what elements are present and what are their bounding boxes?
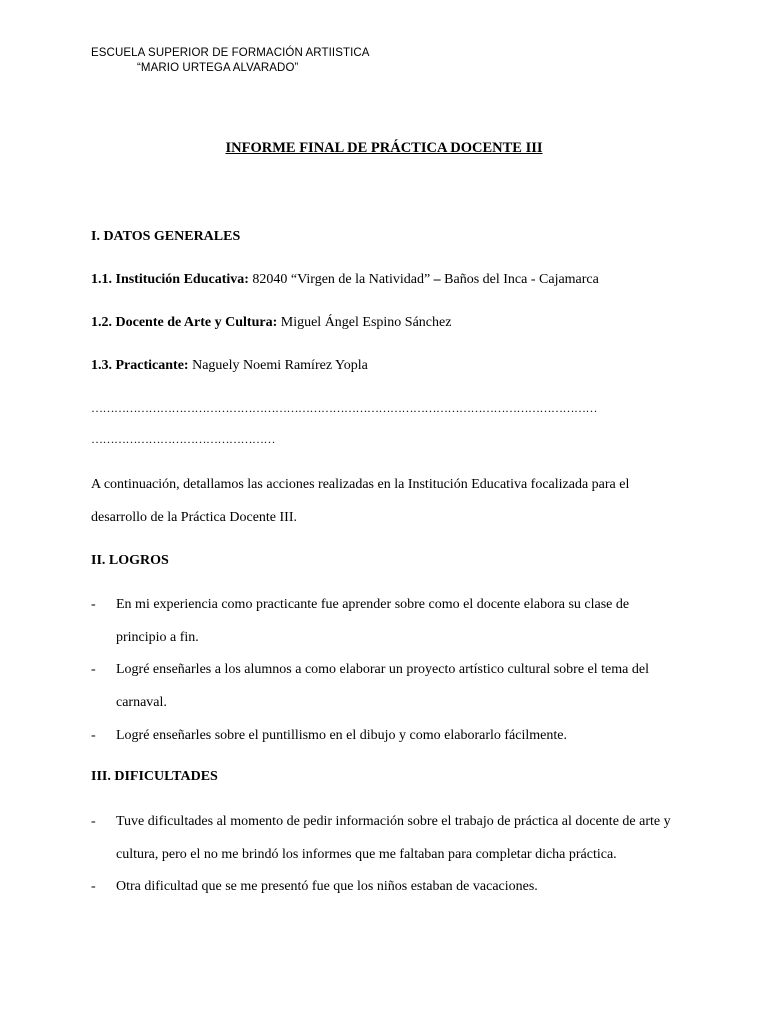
school-name: ESCUELA SUPERIOR DE FORMACIÓN ARTIISTICA — [91, 47, 370, 59]
bullet-text: Logré enseñarles a los alumnos a como elaborar un proyecto artístico cultural sobre el tema del carnaval. — [116, 662, 649, 710]
document-title: INFORME FINAL DE PRÁCTICA DOCENTE III — [225, 140, 543, 156]
field-value: 82040 “Virgen de la Natividad” — [248, 272, 434, 287]
field-value: Naguely Noemi Ramírez Yopla — [188, 358, 368, 373]
bullet-text: En mi experiencia como practicante fue aprender sobre como el docente elabora su clase de principio a fin. — [116, 597, 630, 645]
dotted-line: ………………………………………… — [91, 432, 275, 446]
bullet-dash: - — [91, 662, 96, 677]
field-value: Miguel Ángel Espino Sánchez — [277, 315, 452, 330]
field-label: 1.3. Practicante: — [91, 358, 189, 373]
bullet-text: Tuve dificultades al momento de pedir información sobre el trabajo de práctica al docente de arte y cultura, pero el no me brindó los informes que me faltaban para completar dicha práctica. — [116, 814, 671, 862]
field-label: 1.1. Institución Educativa: — [91, 272, 249, 287]
dotted-line: …………………………………………………………………………………………………………………… — [91, 401, 597, 415]
field-institucion — [91, 272, 599, 288]
section-heading-datos-generales: I. DATOS GENERALES — [91, 229, 241, 244]
field-value-place: Baños del Inca - Cajamarca — [440, 272, 599, 287]
section-heading-logros: II. LOGROS — [91, 553, 169, 568]
bullet-dash: - — [91, 728, 96, 743]
field-label: 1.2. Docente de Arte y Cultura: — [91, 315, 278, 330]
bullet-dash: - — [91, 879, 96, 894]
school-subname: “MARIO URTEGA ALVARADO” — [137, 62, 299, 74]
school-header — [91, 47, 370, 74]
bullet-text: Logré enseñarles sobre el puntillismo en el dibujo y como elaborarlo fácilmente. — [116, 728, 567, 743]
field-docente — [91, 315, 451, 331]
section-heading-dificultades: III. DIFICULTADES — [91, 769, 218, 784]
bullet-dash: - — [91, 597, 96, 612]
bullet-dash: - — [91, 814, 96, 829]
field-practicante — [91, 358, 368, 374]
intro-paragraph-line: desarrollo de la Práctica Docente III. — [91, 510, 298, 525]
intro-paragraph-line: A continuación, detallamos las acciones realizadas en la Institución Educativa focalizada para el — [91, 477, 630, 492]
bullet-text: Otra dificultad que se me presentó fue que los niños estaban de vacaciones. — [116, 879, 538, 894]
field-value-dash: – — [433, 272, 441, 287]
